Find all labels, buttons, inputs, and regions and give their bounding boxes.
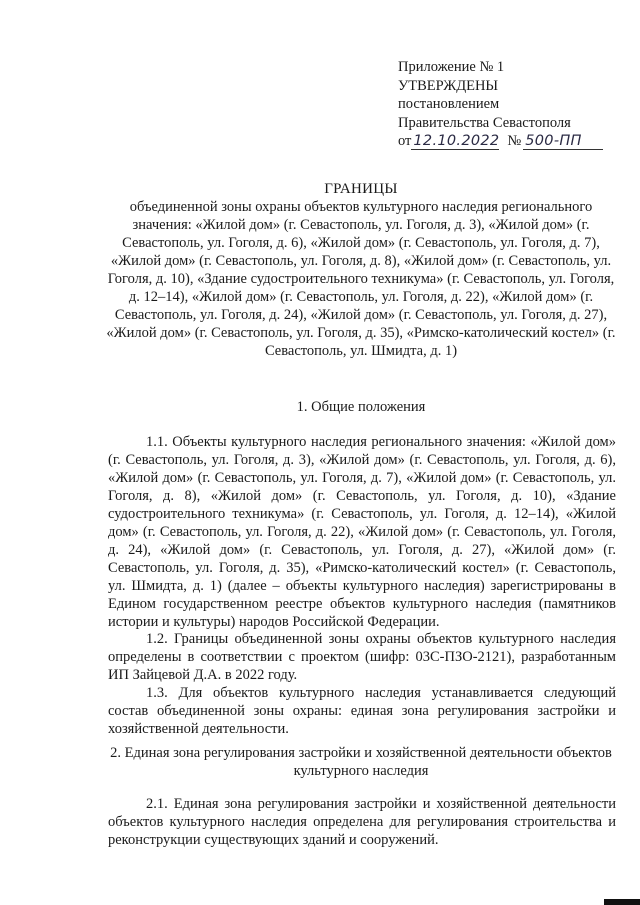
section-1-heading: 1. Общие положения bbox=[296, 399, 426, 415]
handwritten-number: 500-ПП bbox=[523, 134, 603, 150]
document-title: ГРАНИЦЫ bbox=[324, 181, 398, 197]
date-number-line bbox=[398, 132, 628, 151]
approved-label: УТВЕРЖДЕНЫ bbox=[398, 77, 499, 94]
approval-block bbox=[398, 58, 628, 151]
appendix-label: Приложение № 1 bbox=[398, 59, 505, 75]
number-sign: № bbox=[507, 133, 522, 149]
document-subtitle: объединенной зоны охраны объектов культурного наследия регионального значения: «Жилой дом» (г. Севастополь, ул. Гоголя, д. 3), «Жилой дом» (г. Севастополь, ул. Гоголя, д. 6), «Жилой дом» (г. Севастополь, ул. Гоголя, д. 7), «Жилой дом» (г. Севастополь, ул. Гоголя, д. 8), «Жилой дом» (г. Севастополь, ул. Гоголя, д. 10), «Здание судостроительного техникума» (г. Севастополь, ул. Гоголя, д. 12–14), «Жилой дом» (г. Севастополь, ул. Гоголя, д. 22), «Жилой дом» (г. Севастополь, ул. Гоголя, д. 24), «Жилой дом» (г. Севастополь, ул. Гоголя, д. 27), «Жилой дом» (г. Севастополь, ул. Гоголя, д. 35), «Римско-католический костел» (г. Севастополь, ул. Шмидта, д. 1) bbox=[106, 199, 616, 359]
date-prefix: от bbox=[398, 133, 412, 149]
paragraph-2-1: 2.1. Единая зона регулирования застройки и хозяйственной деятельности объектов культурного наследия определена для регулирования строительства и реконструкции существующих зданий и сооружений. bbox=[108, 796, 616, 848]
paragraph-1-3: 1.3. Для объектов культурного наследия устанавливается следующий состав объединенной зоны охраны: единая зона регулирования застройки и хозяйственной деятельности. bbox=[108, 685, 616, 737]
paragraph-1-2: 1.2. Границы объединенной зоны охраны объектов культурного наследия определены в соответствии с проектом (шифр: 03С-ПЗО-2121), разработанным ИП Зайцевой Д.А. в 2022 году. bbox=[108, 631, 616, 683]
scan-edge-mark bbox=[604, 899, 640, 905]
government-label: Правительства Севастополя bbox=[398, 114, 571, 131]
section-2-heading: 2. Единая зона регулирования застройки и хозяйственной деятельности объектов культурного наследия bbox=[110, 745, 612, 779]
resolution-label: постановлением bbox=[398, 96, 500, 112]
paragraph-1-1: 1.1. Объекты культурного наследия регионального значения: «Жилой дом» (г. Севастополь, ул. Гоголя, д. 3), «Жилой дом» (г. Севастополь, ул. Гоголя, д. 6), «Жилой дом» (г. Севастополь, ул. Гоголя, д. 7), «Жилой дом» (г. Севастополь, ул. Гоголя, д. 8), «Жилой дом» (г. Севастополь, ул. Гоголя, д. 10), «Здание судостроительного техникума» (г. Севастополь, ул. Гоголя, д. 12–14), «Жилой дом» (г. Севастополь, ул. Гоголя, д. 22), «Жилой дом» (г. Севастополь, ул. Гоголя, д. 24), «Жилой дом» (г. Севастополь, ул. Гоголя, д. 27), «Жилой дом» (г. Севастополь, ул. Гоголя, д. 35), «Римско-католический костел» (г. Севастополь, ул. Шмидта, д. 1) (далее – объекты культурного наследия) зарегистрированы в Едином государственном реестре объектов культурного наследия (памятников истории и культуры) народов Российской Федерации. bbox=[108, 434, 616, 630]
handwritten-date: 12.10.2022 bbox=[413, 133, 500, 149]
